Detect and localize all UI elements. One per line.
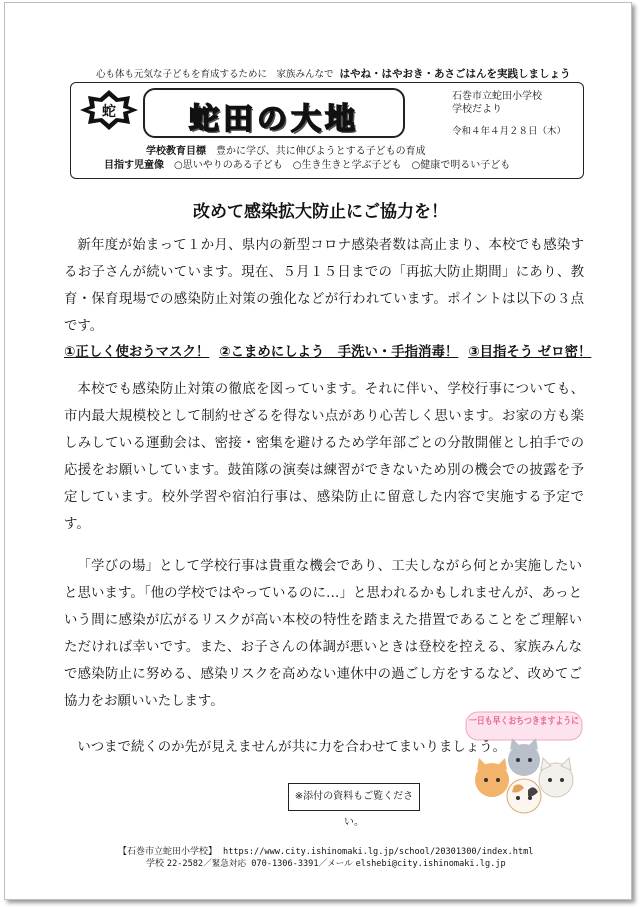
- footer-contact-prefix: 学校: [146, 859, 165, 869]
- footer-contact-line: [146, 856, 506, 869]
- slogan-prefix: 心も体も元気な子どもを育成するために 家族みんなで: [96, 69, 334, 80]
- issue-date: 令和４年４月２８日（木）: [452, 126, 567, 137]
- school-name: 石巻市立蛇田小学校: [452, 91, 542, 102]
- point-item: ①正しく使おうマスク！: [64, 345, 210, 360]
- education-goal-label: 学校教育目標: [146, 146, 206, 157]
- footer-email[interactable]: elshebi@city.ishinomaki.lg.jp: [355, 859, 506, 869]
- key-points: [64, 341, 601, 360]
- education-goal-text: 豊かに学び、共に伸びようとする子どもの育成: [216, 146, 426, 157]
- newsletter-type: 学校だより: [452, 104, 502, 115]
- education-goal: [146, 142, 426, 157]
- point-item: ③目指そう ゼロ密！: [468, 345, 592, 360]
- slogan-bold: はやね・はやおき・あさごはんを実践しましょう: [339, 68, 571, 80]
- cat-gray-icon: [508, 738, 540, 776]
- school-emblem-icon: [78, 88, 140, 132]
- paragraph-intro: 新年度が始まって１か月、県内の新型コロナ感染者数は高止まり、本校でも感染するお子さんが続いています。現在、５月１５日までの「再拡大防止期間」にあり、教育・保育現場での感染防止対策の強化などが行われています。ポイントは以下の３点です。: [64, 238, 584, 334]
- title-box: [143, 88, 405, 138]
- newsletter-title: 蛇田の大地: [189, 102, 359, 137]
- ideal-item: ○健康で明るい子ども: [411, 160, 511, 171]
- illustration-caption: 一日も早くおちつきますように: [469, 716, 579, 727]
- ideal-student: [104, 156, 520, 171]
- footer-school-label: 【石巻市立蛇田小学校】: [118, 847, 218, 857]
- school-info: [452, 90, 542, 116]
- cat-orange-icon: [475, 758, 509, 797]
- emblem-letter: 蛇: [102, 104, 116, 120]
- paragraph-request: 「学びの場」として学校行事は貴重な機会であり、工夫しながら何とか実施したいと思います。「他の学校ではやっているのに…」と思われるかもしれませんが、あっという間に感染が広がるリスクが高い本校の特性を踏まえた措置であることをご理解いただければ幸いです。また、お子さんの体調が悪いときは登校を控える、家族みんなで感染防止に努める、感染リスクを高めない連休中の過ごし方をするなど、改めてご協力をお願いいたします。: [64, 559, 582, 709]
- cat-white-icon: [539, 758, 573, 797]
- footer-contact-numbers: 22-2582／緊急対応 070-1306-3391／メール: [166, 859, 353, 869]
- point-item: ②こまめにしよう 手洗い・手指消毒！: [219, 345, 459, 360]
- paragraph-closing: いつまで続くのか先が見えませんが共に力を合わせてまいりましょう。: [77, 740, 506, 755]
- slogan: [96, 66, 571, 81]
- ideal-item: ○思いやりのある子ども: [174, 160, 283, 171]
- paragraph-school-events: 本校でも感染防止対策の徹底を図っています。それに伴い、学校行事についても、市内最大規模校として制約せざるを得ない点があり心苦しく思います。お家の方も楽しみしている運動会は、密接・密集を避けるため学年部ごとの分散開催とし拍手での応援をお願いしています。鼓笛隊の演奏は練習ができないため別の機会での披露を予定しています。校外学習や宿泊行事は、感染防止に留意した内容で実施する予定です。: [64, 382, 584, 532]
- attachment-note: ※添付の資料もご覧ください。: [288, 783, 420, 811]
- ideal-item: ○生き生きと学ぶ子ども: [292, 160, 402, 171]
- cat-calico-icon: [507, 779, 541, 813]
- cats-illustration: [462, 708, 586, 816]
- article-headline: 改めて感染拡大防止にご協力を！: [193, 202, 448, 222]
- footer-url[interactable]: https://www.city.ishinomaki.lg.jp/school/20301300/index.html: [223, 847, 534, 857]
- ideal-student-label: 目指す児童像: [104, 160, 164, 171]
